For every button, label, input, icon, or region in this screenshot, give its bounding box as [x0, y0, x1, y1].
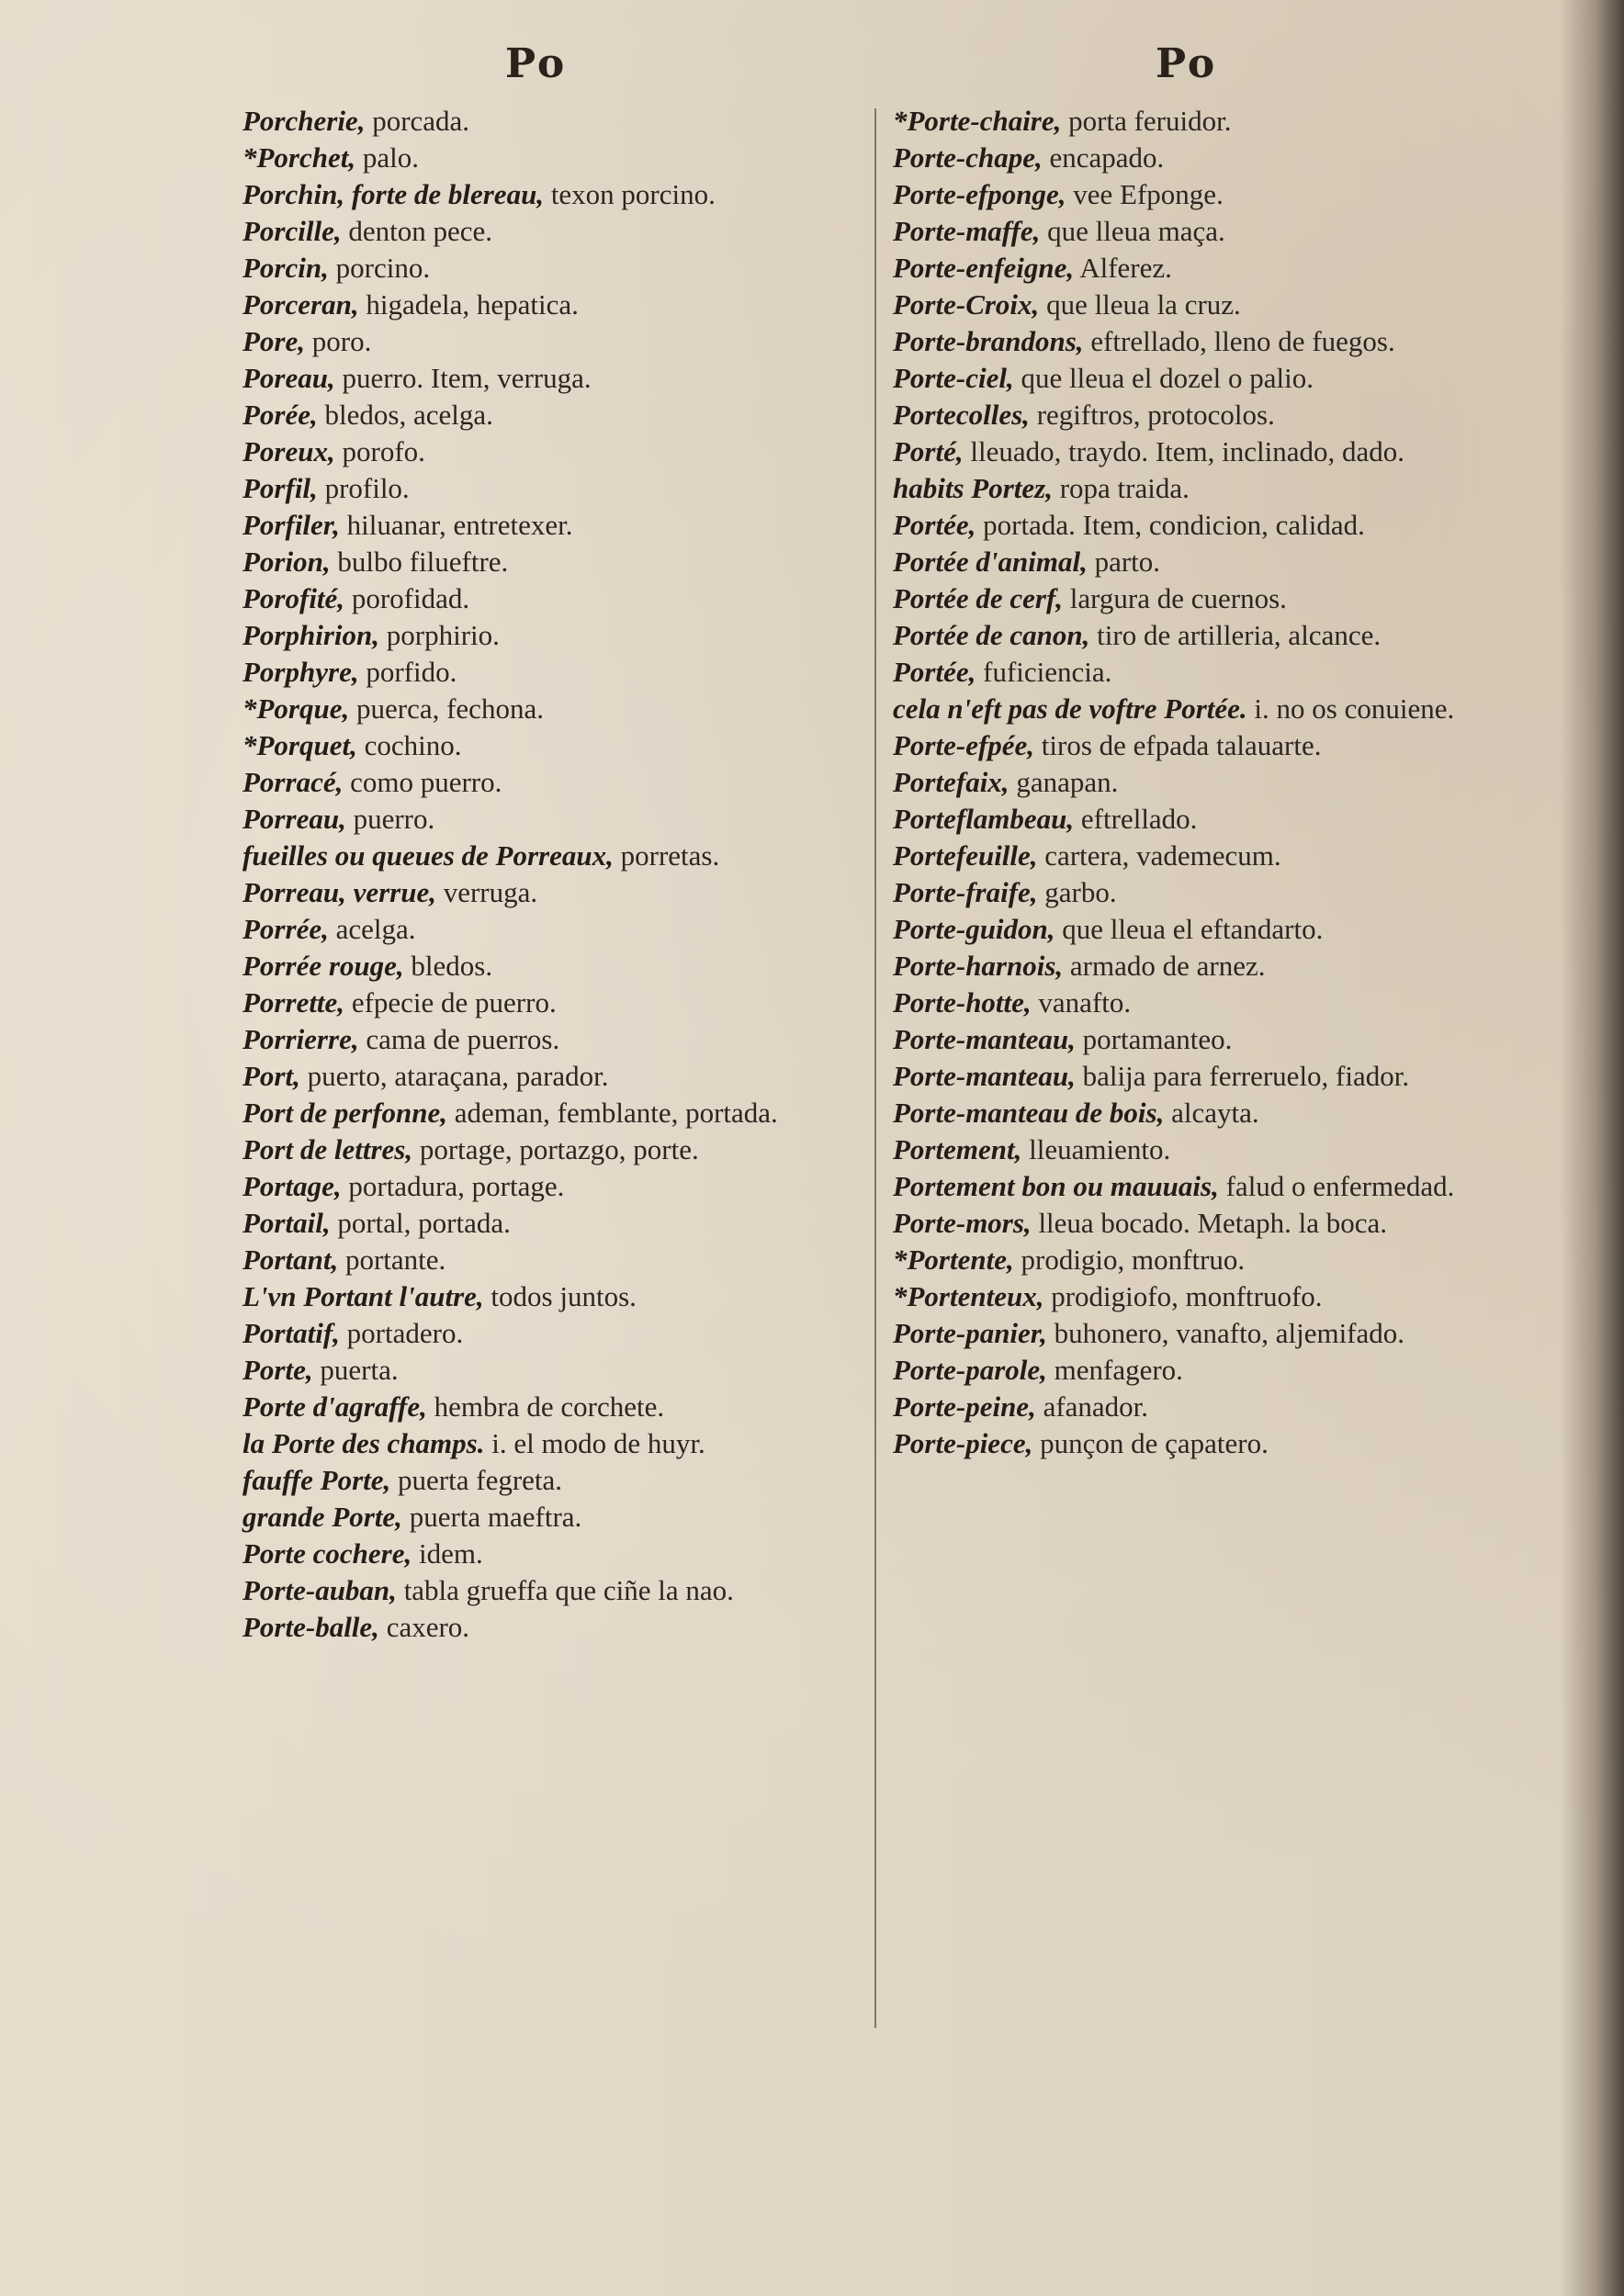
entry-headword: Porte-auban,	[242, 1574, 397, 1606]
entry-headword: Portecolles,	[893, 399, 1030, 431]
dictionary-entry	[893, 1315, 1536, 1352]
entry-gloss: portamanteo.	[1082, 1023, 1233, 1055]
dictionary-entry	[893, 654, 1536, 691]
dictionary-entry	[893, 1205, 1536, 1242]
left-column	[242, 103, 863, 1646]
dictionary-entry	[893, 1095, 1536, 1131]
dictionary-entry	[242, 544, 863, 580]
entry-headword: habits Portez,	[893, 472, 1053, 504]
entry-headword: Porte-manteau,	[893, 1023, 1076, 1055]
dictionary-entry	[242, 580, 863, 617]
entry-gloss: todos juntos.	[491, 1280, 637, 1312]
entry-headword: Porte-manteau de bois,	[893, 1097, 1165, 1129]
dictionary-entry	[893, 1131, 1536, 1168]
dictionary-entry	[893, 213, 1536, 250]
dictionary-entry	[893, 433, 1536, 470]
entry-gloss: alcayta.	[1171, 1097, 1259, 1129]
entry-headword: Porte-Croix,	[893, 288, 1040, 321]
dictionary-entry	[242, 1462, 863, 1499]
entry-headword: Porte-maffe,	[893, 215, 1041, 247]
entry-headword: Porte-parole,	[893, 1354, 1047, 1386]
dictionary-entry	[242, 140, 863, 176]
entry-gloss: porofidad.	[351, 582, 470, 614]
entry-headword: fueilles ou queues de Porreaux,	[242, 839, 614, 872]
entry-gloss: puerto, ataraçana, parador.	[307, 1060, 609, 1092]
dictionary-entry	[893, 507, 1536, 544]
dictionary-entry	[893, 1168, 1536, 1205]
entry-gloss: cochino.	[364, 729, 462, 761]
entry-headword: Poreau,	[242, 362, 335, 394]
entry-gloss: portadura, portage.	[348, 1170, 565, 1202]
dictionary-entry	[893, 764, 1536, 801]
entry-gloss: porphirio.	[386, 619, 500, 651]
entry-headword: Port,	[242, 1060, 300, 1092]
dictionary-entry	[893, 801, 1536, 838]
dictionary-entry	[242, 433, 863, 470]
entry-gloss: verruga.	[443, 876, 538, 908]
dictionary-entry	[242, 1389, 863, 1425]
dictionary-entry	[242, 617, 863, 654]
entry-gloss: hembra de corchete.	[434, 1390, 665, 1423]
entry-gloss: eftrellado.	[1080, 803, 1198, 835]
entry-gloss: texon porcino.	[550, 178, 716, 210]
entry-headword: Portail,	[242, 1207, 331, 1239]
entry-gloss: punçon de çapatero.	[1040, 1427, 1269, 1459]
entry-headword: Portement bon ou mauuais,	[893, 1170, 1219, 1202]
entry-gloss: Alferez.	[1079, 252, 1172, 284]
dictionary-entry	[893, 397, 1536, 433]
right-column	[893, 103, 1536, 1462]
entry-gloss: acelga.	[335, 913, 416, 945]
entry-headword: Porte-fraife,	[893, 876, 1038, 908]
dictionary-entry	[242, 985, 863, 1021]
dictionary-entry	[242, 1205, 863, 1242]
entry-headword: *Porque,	[242, 692, 350, 725]
entry-headword: cela n'eft pas de voftre Portée.	[893, 692, 1247, 725]
entry-headword: Portatif,	[242, 1317, 340, 1349]
entry-gloss: menfagero.	[1054, 1354, 1183, 1386]
entry-headword: Porphirion,	[242, 619, 380, 651]
entry-headword: Porion,	[242, 546, 331, 578]
entry-gloss: poro.	[311, 325, 372, 357]
entry-gloss: cartera, vademecum.	[1044, 839, 1281, 872]
entry-gloss: cama de puerros.	[366, 1023, 560, 1055]
entry-headword: Porte-peine,	[893, 1390, 1036, 1423]
dictionary-entry	[242, 470, 863, 507]
dictionary-entry	[893, 1389, 1536, 1425]
dictionary-entry	[242, 397, 863, 433]
entry-headword: Porte-balle,	[242, 1611, 379, 1643]
entry-headword: Porreau,	[242, 803, 346, 835]
entry-headword: Porte-chape,	[893, 141, 1043, 174]
dictionary-entry	[242, 1425, 863, 1462]
entry-gloss: porcada.	[372, 105, 470, 137]
entry-gloss: vee Efponge.	[1073, 178, 1224, 210]
entry-headword: *Portente,	[893, 1244, 1014, 1276]
entry-headword: Porrierre,	[242, 1023, 359, 1055]
entry-gloss: bledos, acelga.	[324, 399, 493, 431]
dictionary-entry	[242, 1278, 863, 1315]
dictionary-entry	[893, 727, 1536, 764]
dictionary-entry	[242, 1058, 863, 1095]
entry-gloss: portante.	[344, 1244, 446, 1276]
entry-headword: *Porchet,	[242, 141, 356, 174]
dictionary-entry	[242, 1609, 863, 1646]
entry-headword: Portefeuille,	[893, 839, 1038, 872]
entry-headword: Porcherie,	[242, 105, 366, 137]
dictionary-entry	[893, 1352, 1536, 1389]
entry-headword: Porte,	[242, 1354, 313, 1386]
entry-gloss: regiftros, protocolos.	[1036, 399, 1275, 431]
entry-gloss: parto.	[1094, 546, 1161, 578]
entry-headword: Porte-mors,	[893, 1207, 1032, 1239]
entry-gloss: tiros de efpada talauarte.	[1041, 729, 1322, 761]
entry-headword: Porrée rouge,	[242, 950, 404, 982]
entry-headword: Porfiler,	[242, 509, 340, 541]
entry-headword: Porté,	[893, 435, 964, 467]
dictionary-entry	[242, 323, 863, 360]
entry-gloss: garbo.	[1044, 876, 1117, 908]
entry-gloss: como puerro.	[350, 766, 502, 798]
entry-gloss: armado de arnez.	[1069, 950, 1266, 982]
entry-gloss: puerta fegreta.	[398, 1464, 563, 1496]
entry-headword: Porte-manteau,	[893, 1060, 1076, 1092]
dictionary-entry	[893, 1058, 1536, 1095]
entry-headword: Portefaix,	[893, 766, 1009, 798]
entry-headword: L'vn Portant l'autre,	[242, 1280, 484, 1312]
dictionary-entry	[893, 1278, 1536, 1315]
entry-headword: Porrette,	[242, 986, 345, 1019]
dictionary-entry	[242, 801, 863, 838]
entry-headword: Porrée,	[242, 913, 329, 945]
entry-gloss: portadero.	[346, 1317, 464, 1349]
entry-gloss: bledos.	[411, 950, 493, 982]
entry-headword: Porée,	[242, 399, 318, 431]
entry-headword: Porte cochere,	[242, 1537, 412, 1570]
entry-gloss: tiro de artilleria, alcance.	[1097, 619, 1382, 651]
dictionary-entry	[893, 323, 1536, 360]
dictionary-entry	[893, 948, 1536, 985]
dictionary-entry	[893, 287, 1536, 323]
entry-headword: Porte-ciel,	[893, 362, 1014, 394]
entry-headword: Porte-harnois,	[893, 950, 1064, 982]
entry-headword: Portée de canon,	[893, 619, 1090, 651]
dictionary-entry	[242, 1168, 863, 1205]
entry-gloss: portage, portazgo, porte.	[419, 1133, 699, 1165]
dictionary-entry	[893, 985, 1536, 1021]
dictionary-entry	[893, 544, 1536, 580]
entry-gloss: que lleua la cruz.	[1046, 288, 1241, 321]
dictionary-entry	[242, 764, 863, 801]
dictionary-entry	[893, 360, 1536, 397]
entry-gloss: lleuado, traydo. Item, inclinado, dado.	[970, 435, 1404, 467]
entry-headword: Porte-hotte,	[893, 986, 1032, 1019]
dictionary-entry	[242, 1242, 863, 1278]
dictionary-entry	[893, 103, 1536, 140]
entry-gloss: denton pece.	[348, 215, 493, 247]
entry-headword: Porracé,	[242, 766, 344, 798]
dictionary-entry	[893, 250, 1536, 287]
entry-gloss: que lleua el eftandarto.	[1062, 913, 1324, 945]
dictionary-entry	[242, 948, 863, 985]
entry-gloss: i. no os conuiene.	[1254, 692, 1455, 725]
dictionary-entry	[242, 1352, 863, 1389]
entry-gloss: vanafto.	[1038, 986, 1132, 1019]
entry-gloss: encapado.	[1049, 141, 1165, 174]
entry-headword: Porchin, forte de blereau,	[242, 178, 545, 210]
entry-headword: Porte-panier,	[893, 1317, 1047, 1349]
dictionary-entry	[242, 1499, 863, 1536]
entry-gloss: porfido.	[366, 656, 457, 688]
dictionary-entry	[242, 250, 863, 287]
entry-gloss: tabla grueffa que ciñe la nao.	[403, 1574, 734, 1606]
entry-gloss: ademan, femblante, portada.	[454, 1097, 778, 1129]
entry-gloss: i. el modo de huyr.	[491, 1427, 705, 1459]
dictionary-entry	[893, 140, 1536, 176]
entry-headword: Porofité,	[242, 582, 345, 614]
dictionary-entry	[893, 911, 1536, 948]
entry-headword: Portée d'animal,	[893, 546, 1088, 578]
entry-headword: fauffe Porte,	[242, 1464, 391, 1496]
entry-gloss: afanador.	[1043, 1390, 1149, 1423]
entry-headword: Porphyre,	[242, 656, 359, 688]
column-divider	[874, 108, 876, 2028]
dictionary-entry	[893, 470, 1536, 507]
dictionary-entry	[242, 507, 863, 544]
entry-gloss: portada. Item, condicion, calidad.	[983, 509, 1365, 541]
dictionary-entry	[242, 287, 863, 323]
entry-headword: Port de perfonne,	[242, 1097, 448, 1129]
dictionary-entry	[893, 1242, 1536, 1278]
entry-gloss: largura de cuernos.	[1069, 582, 1287, 614]
dictionary-entry	[893, 691, 1536, 727]
entry-headword: Portage,	[242, 1170, 342, 1202]
entry-gloss: lleuamiento.	[1029, 1133, 1171, 1165]
entry-headword: Portement,	[893, 1133, 1022, 1165]
running-head-left: Po	[505, 40, 568, 87]
dictionary-entry	[242, 1536, 863, 1572]
entry-headword: Pore,	[242, 325, 306, 357]
entry-headword: *Portenteux,	[893, 1280, 1044, 1312]
entry-gloss: hiluanar, entretexer.	[346, 509, 573, 541]
dictionary-entry	[242, 1131, 863, 1168]
dictionary-entry	[242, 1315, 863, 1352]
dictionary-entry	[893, 1425, 1536, 1462]
dictionary-entry	[893, 176, 1536, 213]
entry-headword: Porte-efponge,	[893, 178, 1066, 210]
entry-gloss: ropa traida.	[1059, 472, 1190, 504]
dictionary-entry	[242, 874, 863, 911]
dictionary-entry	[242, 727, 863, 764]
entry-headword: grande Porte,	[242, 1501, 402, 1533]
entry-headword: Porte-guidon,	[893, 913, 1055, 945]
entry-headword: Porceran,	[242, 288, 359, 321]
entry-gloss: puerca, fechona.	[356, 692, 544, 725]
entry-gloss: prodigio, monftruo.	[1021, 1244, 1246, 1276]
entry-headword: Port de lettres,	[242, 1133, 413, 1165]
entry-headword: Porte d'agraffe,	[242, 1390, 427, 1423]
entry-gloss: higadela, hepatica.	[366, 288, 579, 321]
entry-gloss: porofo.	[342, 435, 425, 467]
entry-gloss: puerta.	[320, 1354, 399, 1386]
entry-gloss: portal, portada.	[337, 1207, 511, 1239]
entry-headword: Porcin,	[242, 252, 329, 284]
dictionary-entry	[893, 874, 1536, 911]
dictionary-entry	[893, 838, 1536, 874]
entry-gloss: que lleua maça.	[1047, 215, 1225, 247]
entry-headword: Porfil,	[242, 472, 318, 504]
entry-gloss: puerro.	[353, 803, 435, 835]
entry-headword: Porte-brandons,	[893, 325, 1084, 357]
entry-gloss: porcino.	[335, 252, 431, 284]
entry-headword: Portant,	[242, 1244, 339, 1276]
entry-gloss: puerta maeftra.	[409, 1501, 582, 1533]
entry-gloss: profilo.	[324, 472, 410, 504]
entry-headword: Porcille,	[242, 215, 342, 247]
entry-gloss: prodigiofo, monftruofo.	[1051, 1280, 1323, 1312]
entry-gloss: ganapan.	[1016, 766, 1119, 798]
entry-headword: Portée,	[893, 509, 976, 541]
entry-headword: Porte-enfeigne,	[893, 252, 1075, 284]
dictionary-entry	[893, 580, 1536, 617]
entry-gloss: balija para ferreruelo, fiador.	[1082, 1060, 1410, 1092]
running-head-right: Po	[1156, 40, 1218, 87]
entry-gloss: puerro. Item, verruga.	[342, 362, 592, 394]
entry-headword: Porte-piece,	[893, 1427, 1033, 1459]
dictionary-entry	[242, 911, 863, 948]
entry-gloss: bulbo filueftre.	[337, 546, 509, 578]
dictionary-entry	[242, 838, 863, 874]
entry-headword: *Porte-chaire,	[893, 105, 1062, 137]
entry-headword: la Porte des champs.	[242, 1427, 485, 1459]
dictionary-entry	[242, 176, 863, 213]
entry-gloss: porta feruidor.	[1068, 105, 1232, 137]
entry-gloss: idem.	[418, 1537, 483, 1570]
dictionary-entry	[893, 1021, 1536, 1058]
entry-headword: Portée de cerf,	[893, 582, 1064, 614]
entry-gloss: buhonero, vanafto, aljemifado.	[1054, 1317, 1405, 1349]
dictionary-entry	[242, 1572, 863, 1609]
entry-gloss: lleua bocado. Metaph. la boca.	[1038, 1207, 1388, 1239]
entry-gloss: efpecie de puerro.	[351, 986, 557, 1019]
entry-headword: Poreux,	[242, 435, 335, 467]
entry-gloss: palo.	[362, 141, 419, 174]
dictionary-entry	[242, 1021, 863, 1058]
entry-headword: *Porquet,	[242, 729, 357, 761]
dictionary-entry	[242, 360, 863, 397]
dictionary-entry	[242, 654, 863, 691]
dictionary-entry	[242, 691, 863, 727]
entry-gloss: eftrellado, lleno de fuegos.	[1090, 325, 1395, 357]
dictionary-entry	[242, 213, 863, 250]
dictionary-entry	[893, 617, 1536, 654]
entry-gloss: falud o enfermedad.	[1225, 1170, 1455, 1202]
entry-headword: Porreau, verrue,	[242, 876, 436, 908]
entry-gloss: fuficiencia.	[983, 656, 1112, 688]
entry-gloss: caxero.	[386, 1611, 470, 1643]
entry-headword: Porteflambeau,	[893, 803, 1075, 835]
entry-gloss: que lleua el dozel o palio.	[1021, 362, 1314, 394]
entry-headword: Porte-efpée,	[893, 729, 1035, 761]
dictionary-entry	[242, 1095, 863, 1131]
dictionary-entry	[242, 103, 863, 140]
entry-headword: Portée,	[893, 656, 976, 688]
entry-gloss: porretas.	[620, 839, 720, 872]
